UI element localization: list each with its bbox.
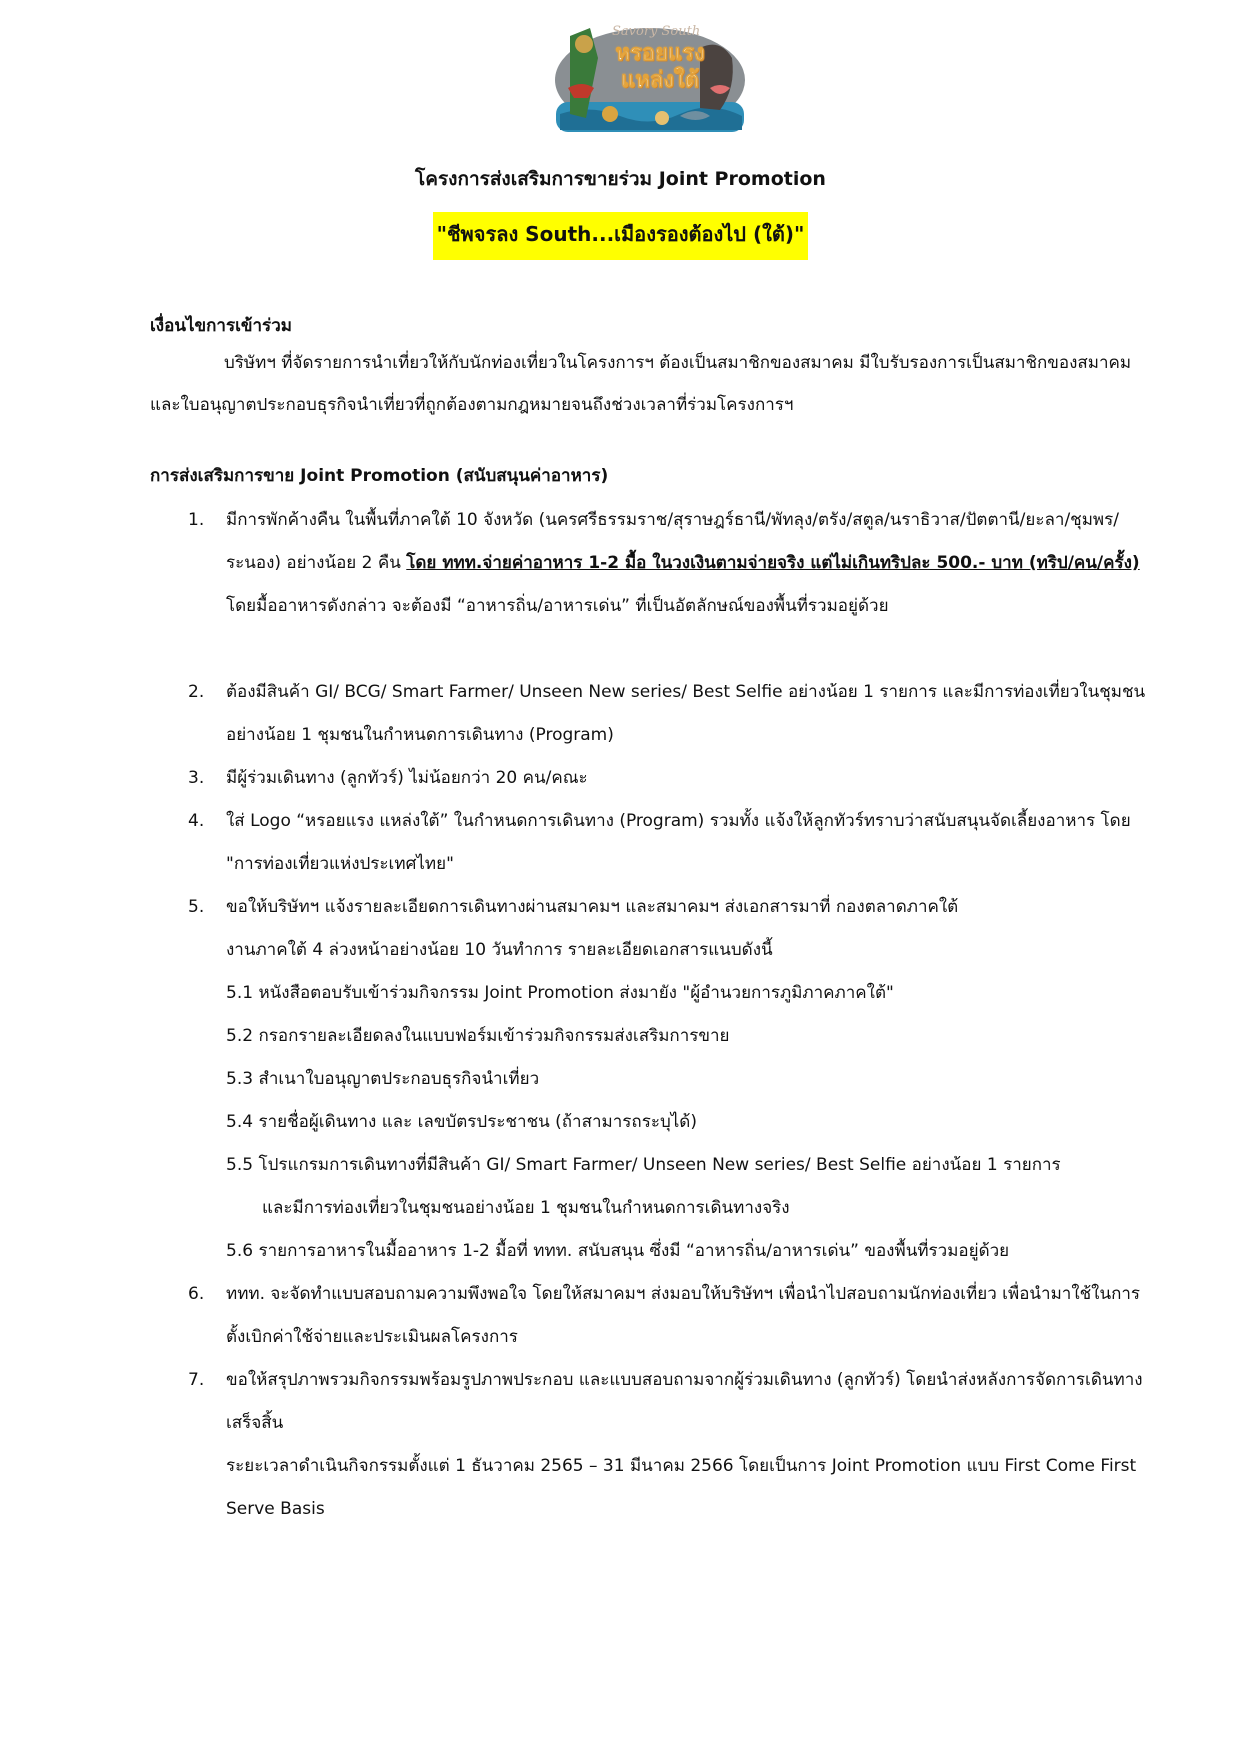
- list-item-5: [150, 886, 1156, 972]
- activity-period: [150, 1445, 1156, 1531]
- list-item-text: ขอให้สรุปภาพรวมกิจกรรมพร้อมรูปภาพประกอบ และแบบสอบถามจากผู้ร่วมเดินทาง (ลูกทัวร์) โดยนำส่งหลังการจัดการเดินทางเสร็จสิ้น: [226, 1370, 1143, 1433]
- activity-period-text: ระยะเวลาดำเนินกิจกรรมตั้งแต่ 1 ธันวาคม 2565 – 31 มีนาคม 2566 โดยเป็นการ Joint Promotion แบบ First Come First Serve Basis: [226, 1456, 1137, 1519]
- logo-tagline: Savory South: [612, 24, 701, 39]
- list-item-2: [150, 671, 1156, 757]
- list-item-text: ต้องมีสินค้า GI/ BCG/ Smart Farmer/ Unseen New series/ Best Selfie อย่างน้อย 1 รายการ และมีการท่องเที่ยวในชุมชนอย่างน้อย 1 ชุมชนในกำหนดการเดินทาง (Program): [226, 682, 1146, 745]
- list-item-number: 3.: [188, 768, 205, 788]
- list-item-number: 2.: [188, 682, 205, 702]
- conditions-heading: เงื่อนไขการเข้าร่วม: [150, 316, 292, 336]
- promotion-heading: การส่งเสริมการขาย Joint Promotion (สนับสนุนค่าอาหาร): [150, 466, 609, 486]
- item-1-text-a: มีการพักค้างคืน ในพื้นที่ภาคใต้ 10 จังหวัด (นครศรีธรรมราช/สุราษฎร์ธานี/พัทลุง/ตรัง/สตูล/นราธิวาส/ปัตตานี/ยะลา/ชุมพร/ระนอง) อย่างน้อย 2 คืน: [226, 510, 1119, 573]
- item-5-line-2: งานภาคใต้ 4 ล่วงหน้าอย่างน้อย 10 วันทำการ รายละเอียดเอกสารแนบดังนี้: [226, 940, 773, 960]
- list-item-text: [226, 499, 1156, 628]
- sub-item-5-6: 5.6 รายการอาหารในมื้ออาหาร 1-2 มื้อที่ ททท. สนับสนุน ซึ่งมี “อาหารถิ่น/อาหารเด่น” ของพื้นที่รวมอยู่ด้วย: [226, 1241, 1010, 1261]
- list-item-text: ใส่ Logo “หรอยแรง แหล่งใต้” ในกำหนดการเดินทาง (Program) รวมทั้ง แจ้งให้ลูกทัวร์ทราบว่าสนับสนุนจัดเลี้ยงอาหาร โดย "การท่องเที่ยวแห่งประเทศไทย": [226, 811, 1131, 874]
- hoi-raeng-logo: [550, 18, 750, 140]
- sub-item-5-5-line-1: 5.5 โปรแกรมการเดินทางที่มีสินค้า GI/ Smart Farmer/ Unseen New series/ Best Selfie อย่างน้อย 1 รายการ: [226, 1155, 1061, 1175]
- list-item-number: 5.: [188, 897, 205, 917]
- campaign-title-wrap: [0, 212, 1241, 260]
- sub-item-5-5-line-2: และมีการท่องเที่ยวในชุมชนอย่างน้อย 1 ชุมชนในกำหนดการเดินทางจริง: [262, 1198, 790, 1218]
- item-1-text-b: โดยมื้ออาหารดังกล่าว จะต้องมี “อาหารถิ่น/อาหารเด่น” ที่เป็นอัตลักษณ์ของพื้นที่รวมอยู่ด้วย: [226, 596, 889, 616]
- list-item-text: มีผู้ร่วมเดินทาง (ลูกทัวร์) ไม่น้อยกว่า 20 คน/คณะ: [226, 768, 588, 788]
- list-item-text: [226, 886, 1156, 972]
- list-item-number: 4.: [188, 811, 205, 831]
- sub-item-5-1: 5.1 หนังสือตอบรับเข้าร่วมกิจกรรม Joint Promotion ส่งมายัง "ผู้อำนวยการภูมิภาคภาคใต้": [226, 983, 894, 1003]
- list-item-7: [150, 1359, 1156, 1445]
- list-item-text: ททท. จะจัดทำแบบสอบถามความพึงพอใจ โดยให้สมาคมฯ ส่งมอบให้บริษัทฯ เพื่อนำไปสอบถามนักท่องเที่ยว เพื่อนำมาใช้ในการตั้งเบิกค่าใช้จ่ายและประเมินผลโครงการ: [226, 1284, 1141, 1347]
- logo-line-1: หรอยแรง: [615, 41, 705, 66]
- campaign-title-highlight: "ชีพจรลง South...เมืองรองต้องไป (ใต้)": [433, 212, 809, 260]
- document-title: โครงการส่งเสริมการขายร่วม Joint Promotion: [415, 168, 826, 190]
- list-item-3: [150, 757, 1156, 800]
- list-item-number: 7.: [188, 1370, 205, 1390]
- item-1-emphasis: โดย ททท.จ่ายค่าอาหาร 1-2 มื้อ ในวงเงินตามจ่ายจริง แต่ไม่เกินทริปละ 500.- บาท (ทริป/คน/ครั้ง): [406, 553, 1140, 573]
- logo-wordmark: [600, 40, 720, 94]
- sub-item-5-3: 5.3 สำเนาใบอนุญาตประกอบธุรกิจนำเที่ยว: [226, 1069, 540, 1089]
- logo-line-2: แหล่งใต้: [621, 68, 699, 93]
- list-item-number: 6.: [188, 1284, 205, 1304]
- sub-item-5-2: 5.2 กรอกรายละเอียดลงในแบบฟอร์มเข้าร่วมกิจกรรมส่งเสริมการขาย: [226, 1026, 730, 1046]
- conditions-paragraph: บริษัทฯ ที่จัดรายการนำเที่ยวให้กับนักท่องเที่ยวในโครงการฯ ต้องเป็นสมาชิกของสมาคม มีใบรับรองการเป็นสมาชิกของสมาคม และใบอนุญาตประกอบธุรกิจนำเที่ยวที่ถูกต้องตามกฎหมายจนถึงช่วงเวลาที่ร่วมโครงการฯ: [150, 353, 1132, 415]
- sub-item-5-4: 5.4 รายชื่อผู้เดินทาง และ เลขบัตรประชาชน (ถ้าสามารถระบุได้): [226, 1112, 697, 1132]
- list-item-1: [150, 499, 1156, 628]
- item-5-line-1: ขอให้บริษัทฯ แจ้งรายละเอียดการเดินทางผ่านสมาคมฯ และสมาคมฯ ส่งเอกสารมาที่ กองตลาดภาคใต้: [226, 897, 959, 917]
- list-item-number: 1.: [188, 510, 205, 530]
- sub-item-5-5: [226, 1144, 1156, 1230]
- list-item-4: [150, 800, 1156, 886]
- list-item-6: [150, 1273, 1156, 1359]
